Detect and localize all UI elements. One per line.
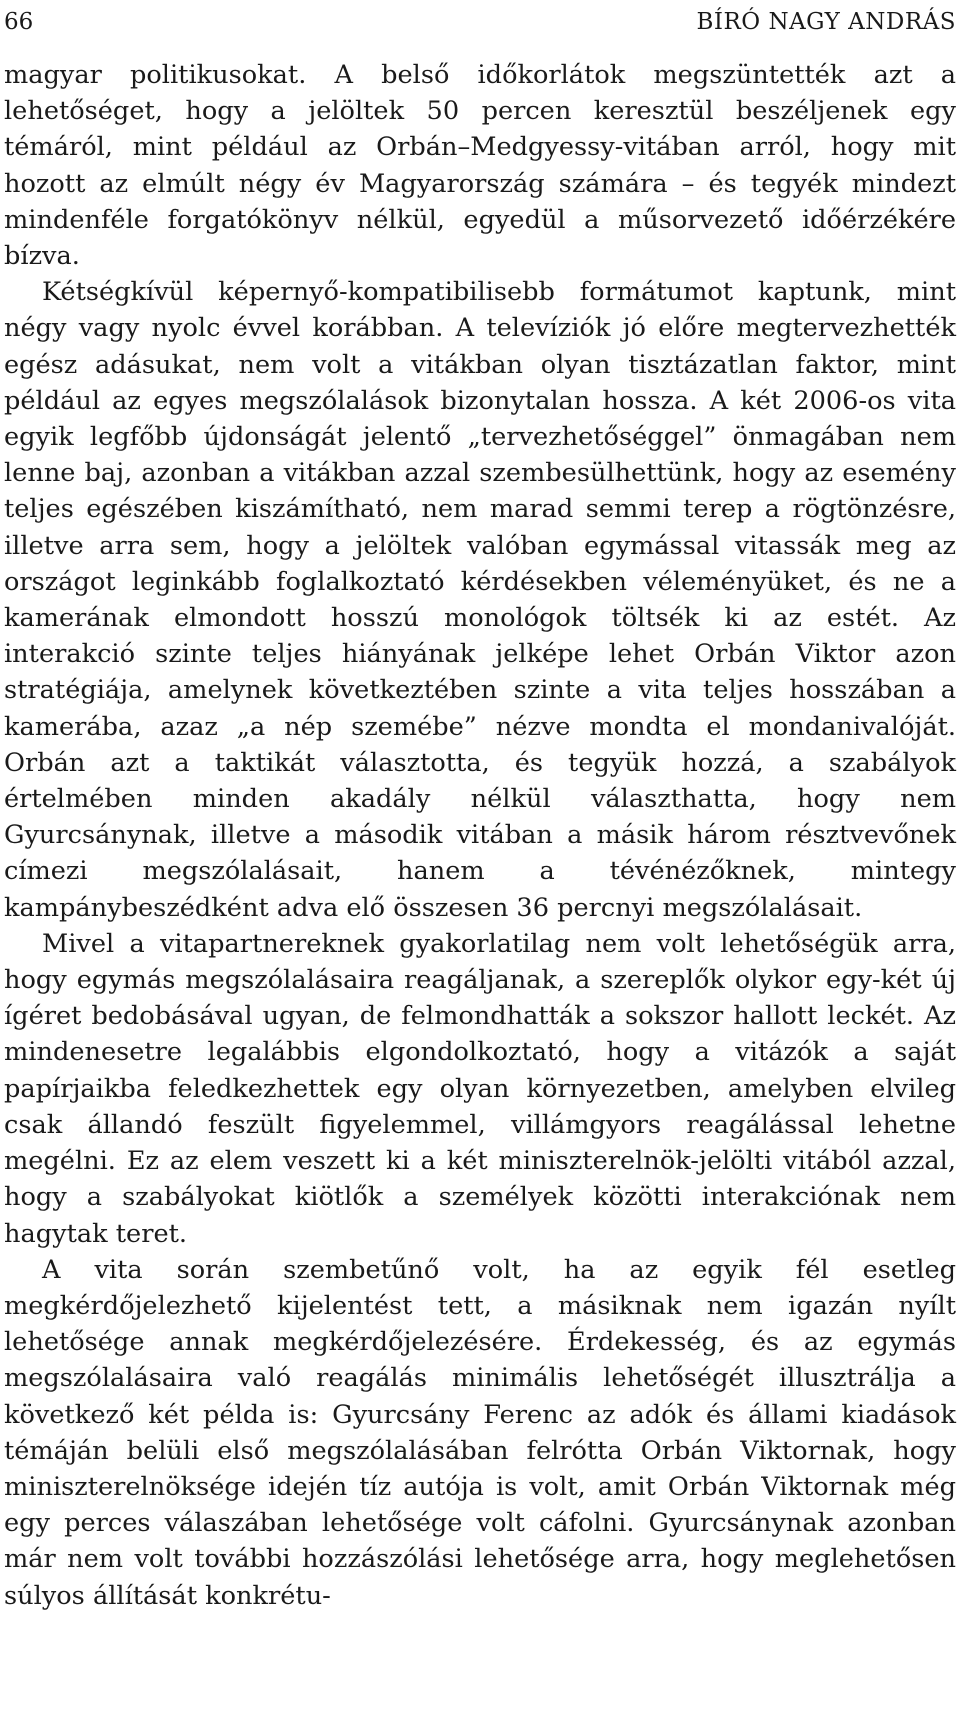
- paragraph-1-continued: magyar politikusokat. A belső időkorlátok megszüntették azt a lehetőséget, hogy a jelöltek 50 percen keresztül beszéljenek egy témáról, mint például az Orbán–Medgyessy-vitában arról, hogy mit hozott az elmúlt négy év Magyarország számára – és tegyék mindezt mindenféle forgatókönyv nélkül, egyedül a műsorvezető időérzékére bízva.: [4, 60, 956, 272]
- paragraph-2: Kétségkívül képernyő-kompatibilisebb formátumot kaptunk, mint négy vagy nyolc évvel korábban. A televíziók jó előre megtervezhették egész adásukat, nem volt a vitákban olyan tisztázatlan faktor, mint például az egyes megszólalások bizonytalan hossza. A két 2006-os vita egyik legfőbb újdonságát jelentő „tervezhetőséggel” önmagában nem lenne baj, azonban a vitákban azzal szembesülhettünk, hogy az esemény teljes egészében kiszámítható, nem marad semmi terep a rögtönzésre, illetve arra sem, hogy a jelöltek valóban egymással vitassák meg az országot leginkább foglalkoztató kérdésekben véleményüket, és ne a kamerának elmondott hosszú monológok töltsék ki az estét. Az interakció szinte teljes hiányának jelképe lehet Orbán Viktor azon stratégiája, amelynek következtében szinte a vita teljes hosszában a kamerába, azaz „a nép szemébe” nézve mondta el mondanivalóját. Orbán azt a taktikát választotta, és tegyük hozzá, a szabályok értelmében minden akadály nélkül választhatta, hogy nem Gyurcsánynak, illetve a második vitában a másik három résztvevőnek címezi megszólalásait, hanem a tévénézőknek, mintegy kampánybeszédként adva elő összesen 36 percnyi megszólalásait.: [4, 277, 956, 923]
- running-title-author: BÍRÓ NAGY ANDRÁS: [696, 9, 956, 35]
- paragraph-3: Mivel a vitapartnereknek gyakorlatilag nem volt lehetőségük arra, hogy egymás megszólalásaira reagáljanak, a szereplők olykor egy-két új ígéret bedobásával ugyan, de felmondhatták a sokszor hallott leckét. Az mindenesetre legalábbis elgondolkoztató, hogy a vitázók a saját papírjaikba feledkezhettek egy olyan környezetben, amelyben elvileg csak állandó feszült figyelemmel, villámgyors reagálással lehetne megélni. Ez az elem veszett ki a két miniszterelnök-jelölti vitából azzal, hogy a szabályokat kiötlők a személyek közötti interakciónak nem hagytak teret.: [4, 928, 956, 1249]
- running-header: [4, 0, 956, 40]
- page-number: 66: [4, 9, 34, 35]
- body-text: [4, 57, 956, 1614]
- paragraph-4: A vita során szembetűnő volt, ha az egyik fél esetleg megkérdőjelezhető kijelentést tett, a másiknak nem igazán nyílt lehetősége annak megkérdőjelezésére. Érdekesség, és az egymás megszólalásaira való reagálás minimális lehetőségét illusztrálja a következő két példa is: Gyurcsány Ferenc az adók és állami kiadások témáján belüli első megszólalásában felrótta Orbán Viktornak, hogy miniszterelnöksége idején tíz autója is volt, amit Orbán Viktornak még egy perces válaszában lehetősége volt cáfolni. Gyurcsánynak azonban már nem volt további hozzászólási lehetősége arra, hogy meglehetősen súlyos állítását konkrétu-: [4, 1254, 956, 1611]
- book-page: [4, 0, 956, 1724]
